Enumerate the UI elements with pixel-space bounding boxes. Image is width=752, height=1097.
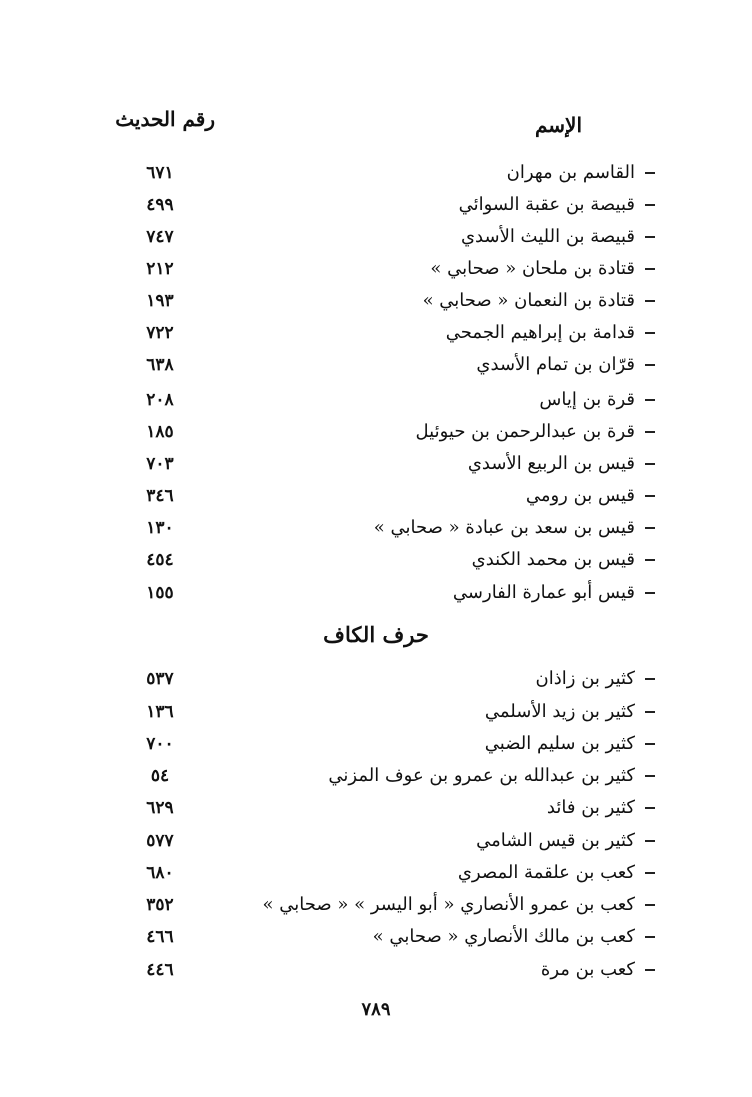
list-item xyxy=(0,224,752,256)
list-item xyxy=(0,666,752,698)
list-item xyxy=(0,256,752,288)
dash-bullet xyxy=(645,204,655,206)
list-item xyxy=(0,731,752,763)
narrator-name: قرّان بن تمام الأسدي xyxy=(476,354,635,375)
hadith-number: ٦٨٠ xyxy=(146,863,174,883)
dash-bullet xyxy=(645,775,655,777)
hadith-number: ١٣٠ xyxy=(146,518,174,538)
hadith-number: ٢٠٨ xyxy=(146,390,174,410)
hadith-number: ٤٦٦ xyxy=(146,927,174,947)
hadith-number: ٦٣٨ xyxy=(146,355,174,375)
hadith-number: ٧٠٣ xyxy=(146,454,174,474)
narrator-name: كعب بن مالك الأنصاري « صحابي » xyxy=(372,926,635,947)
list-item xyxy=(0,160,752,192)
narrator-name: قبيصة بن عقبة السوائي xyxy=(458,194,635,215)
narrator-name: قيس بن سعد بن عبادة « صحابي » xyxy=(373,517,635,538)
list-item xyxy=(0,860,752,892)
list-item xyxy=(0,892,752,924)
dash-bullet xyxy=(645,527,655,529)
narrator-name: قيس أبو عمارة الفارسي xyxy=(452,582,635,603)
dash-bullet xyxy=(645,268,655,270)
list-item xyxy=(0,795,752,827)
list-item xyxy=(0,320,752,352)
list-item xyxy=(0,352,752,384)
dash-bullet xyxy=(645,559,655,561)
hadith-number: ١٥٥ xyxy=(146,583,174,603)
narrator-name: كثير بن زاذان xyxy=(535,668,635,689)
narrator-name: قتادة بن النعمان « صحابي » xyxy=(422,290,635,311)
column-header-hadith-number: رقم الحديث xyxy=(115,107,215,131)
column-header-name: الإسم xyxy=(534,113,582,137)
narrator-name: قتادة بن ملحان « صحابي » xyxy=(430,258,635,279)
narrator-name: كعب بن مرة xyxy=(540,959,635,980)
dash-bullet xyxy=(645,904,655,906)
narrator-name: كثير بن قيس الشامي xyxy=(476,830,635,851)
dash-bullet xyxy=(645,399,655,401)
list-item xyxy=(0,192,752,224)
list-item xyxy=(0,288,752,320)
narrator-name: كعب بن علقمة المصري xyxy=(457,862,635,883)
dash-bullet xyxy=(645,678,655,680)
dash-bullet xyxy=(645,592,655,594)
list-item xyxy=(0,387,752,419)
dash-bullet xyxy=(645,236,655,238)
hadith-number: ٧٠٠ xyxy=(146,734,174,754)
hadith-number: ٥٣٧ xyxy=(146,669,174,689)
dash-bullet xyxy=(645,463,655,465)
hadith-number: ٣٥٢ xyxy=(146,895,174,915)
list-item xyxy=(0,699,752,731)
hadith-number: ٧٢٢ xyxy=(146,323,174,343)
narrator-name: قيس بن محمد الكندي xyxy=(471,549,635,570)
narrator-name: قدامة بن إبراهيم الجمحي xyxy=(445,322,635,343)
narrator-name: قبيصة بن الليث الأسدي xyxy=(460,226,635,247)
hadith-number: ١٨٥ xyxy=(146,422,174,442)
list-item xyxy=(0,924,752,956)
narrator-name: كثير بن عبدالله بن عمرو بن عوف المزني xyxy=(328,765,635,786)
hadith-number: ٤٩٩ xyxy=(146,195,174,215)
hadith-number: ٦٢٩ xyxy=(146,798,174,818)
page-number: ٧٨٩ xyxy=(361,999,391,1020)
dash-bullet xyxy=(645,300,655,302)
dash-bullet xyxy=(645,840,655,842)
dash-bullet xyxy=(645,969,655,971)
narrator-name: قيس بن رومي xyxy=(525,485,635,506)
dash-bullet xyxy=(645,711,655,713)
hadith-number: ١٩٣ xyxy=(146,291,174,311)
dash-bullet xyxy=(645,936,655,938)
dash-bullet xyxy=(645,431,655,433)
section-title-kaf: حرف الكاف xyxy=(323,622,429,647)
list-item xyxy=(0,763,752,795)
list-item xyxy=(0,419,752,451)
hadith-number: ٥٧٧ xyxy=(146,831,174,851)
narrator-name: كثير بن زيد الأسلمي xyxy=(484,701,635,722)
dash-bullet xyxy=(645,172,655,174)
list-item xyxy=(0,580,752,612)
dash-bullet xyxy=(645,364,655,366)
dash-bullet xyxy=(645,332,655,334)
hadith-number: ١٣٦ xyxy=(146,702,174,722)
list-item xyxy=(0,828,752,860)
narrator-name: كعب بن عمرو الأنصاري « أبو اليسر » « صحابي » xyxy=(262,894,635,915)
narrator-name: قرة بن عبدالرحمن بن حيوئيل xyxy=(415,421,635,442)
narrator-name: قيس بن الربيع الأسدي xyxy=(467,453,635,474)
hadith-number: ٤٥٤ xyxy=(146,550,174,570)
list-item xyxy=(0,957,752,989)
hadith-number: ٦٧١ xyxy=(146,163,174,183)
narrator-name: كثير بن سليم الضبي xyxy=(484,733,635,754)
narrator-name: كثير بن فائد xyxy=(546,797,635,818)
dash-bullet xyxy=(645,807,655,809)
hadith-number: ٢١٢ xyxy=(146,259,174,279)
hadith-number: ٣٤٦ xyxy=(146,486,174,506)
narrator-name: قرة بن إياس xyxy=(539,389,635,410)
narrator-name: القاسم بن مهران xyxy=(506,162,635,183)
dash-bullet xyxy=(645,872,655,874)
hadith-number: ٤٤٦ xyxy=(146,960,174,980)
list-item xyxy=(0,547,752,579)
list-item xyxy=(0,515,752,547)
dash-bullet xyxy=(645,743,655,745)
hadith-number: ٧٤٧ xyxy=(146,227,174,247)
dash-bullet xyxy=(645,495,655,497)
list-item xyxy=(0,483,752,515)
list-item xyxy=(0,451,752,483)
hadith-number: ٥٤ xyxy=(150,766,170,786)
